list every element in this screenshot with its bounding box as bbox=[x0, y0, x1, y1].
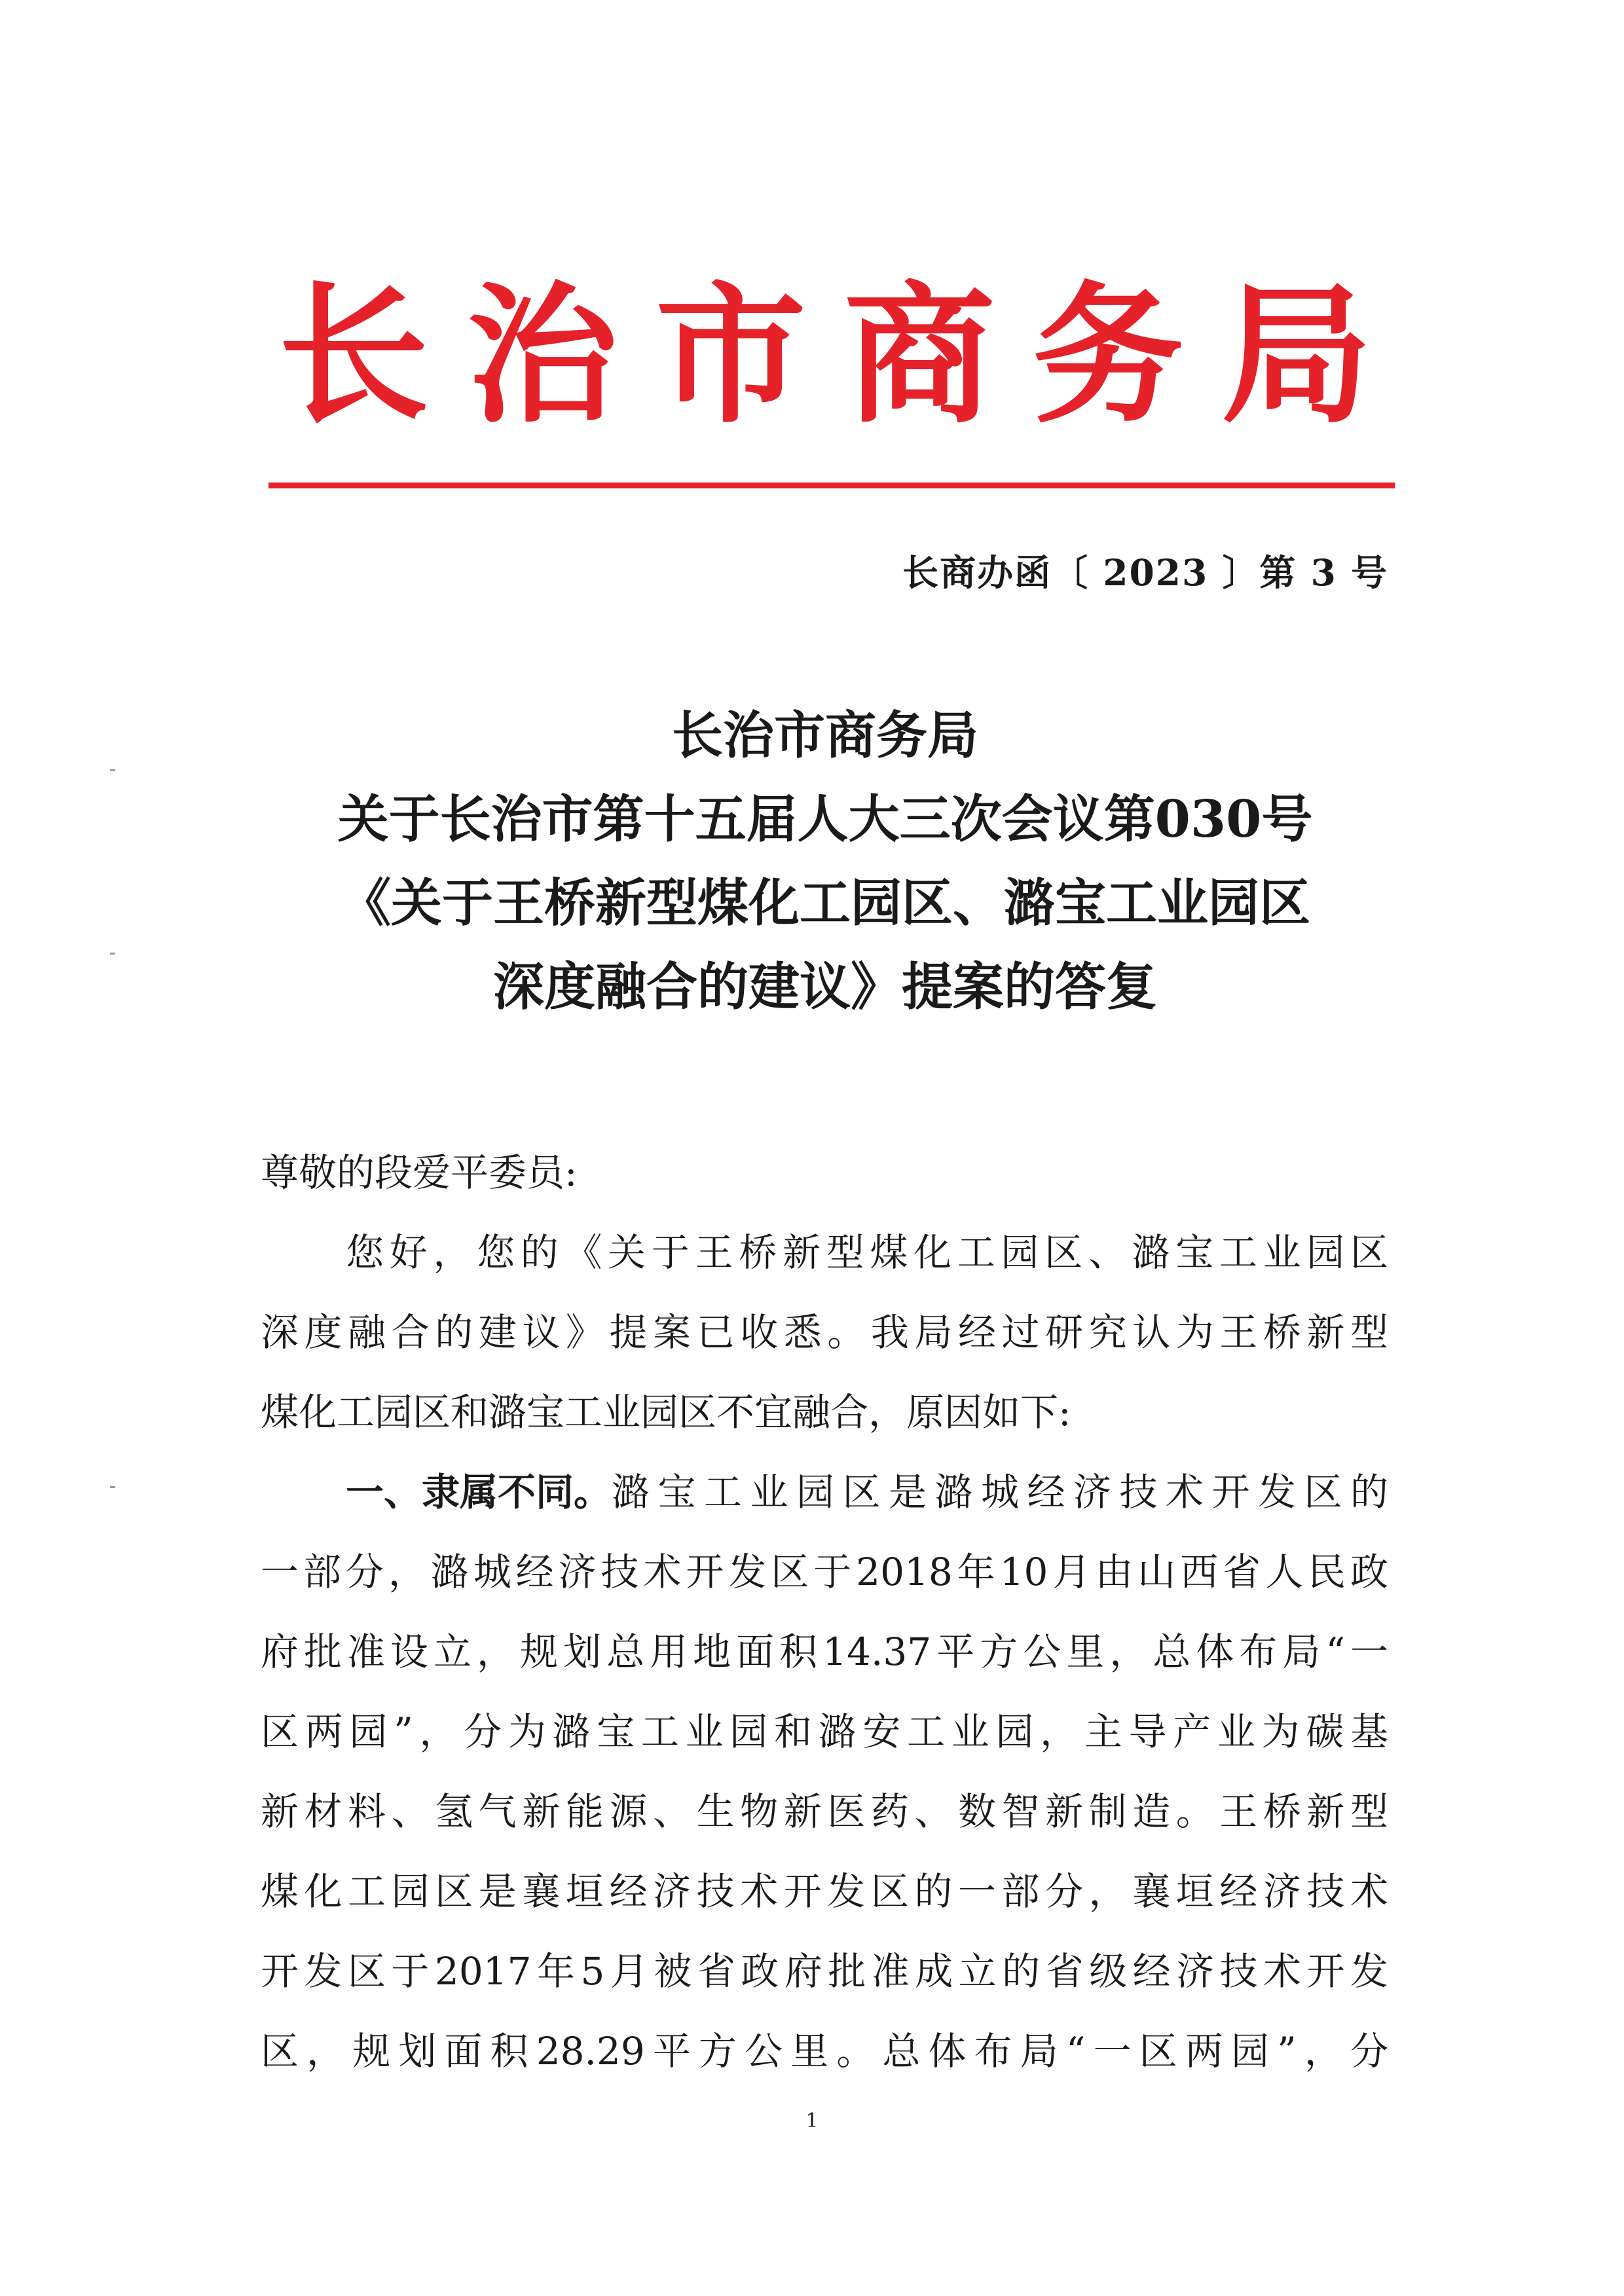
masthead-char: 治 bbox=[466, 269, 618, 444]
paragraph-line bbox=[261, 1212, 1388, 1292]
paragraph-line: 新材料、氢气新能源、生物新医药、数智新制造。王桥新型 bbox=[261, 1789, 1388, 1834]
document-body bbox=[261, 1133, 1388, 2091]
document-title bbox=[249, 694, 1401, 1029]
masthead-char: 长 bbox=[278, 269, 429, 444]
title-line: 《关于王桥新型煤化工园区、潞宝工业园区 bbox=[339, 873, 1310, 933]
paragraph-line: 开发区于2017年5月被省政府批准成立的省级经济技术开发 bbox=[261, 1949, 1388, 1994]
paragraph-line: 煤化工园区是襄垣经济技术开发区的一部分，襄垣经济技术 bbox=[261, 1869, 1388, 1914]
paragraph-text: 潞宝工业园区是潞城经济技术开发区的 bbox=[612, 1470, 1388, 1514]
masthead-title bbox=[268, 259, 1382, 455]
page-number: 1 bbox=[805, 2109, 819, 2132]
section-heading: 一、隶属不同。 bbox=[346, 1470, 612, 1514]
paragraph-text: 您好，您的《关于王桥新型煤化工园区、潞宝工业园区 bbox=[346, 1230, 1388, 1275]
paragraph-line: 煤化工园区和潞宝工业园区不宜融合，原因如下: bbox=[261, 1390, 1071, 1434]
masthead-char: 市 bbox=[655, 269, 806, 444]
title-line: 长治市商务局 bbox=[671, 706, 978, 765]
paragraph-line: 区，规划面积28.29平方公里。总体布局“一区两园”，分 bbox=[261, 2029, 1388, 2073]
red-divider-line bbox=[268, 483, 1395, 488]
document-number: 长商办函〔 2023 〕第 3 号 bbox=[902, 551, 1388, 594]
scan-speck bbox=[110, 953, 115, 955]
paragraph-line: 一部分，潞城经济技术开发区于2018年10月由山西省人民政 bbox=[261, 1550, 1388, 1594]
masthead-char: 局 bbox=[1221, 269, 1372, 444]
masthead-char: 商 bbox=[843, 269, 995, 444]
masthead-char: 务 bbox=[1032, 269, 1183, 444]
title-line: 深度融合的建议》提案的答复 bbox=[492, 957, 1157, 1017]
paragraph-line: 深度融合的建议》提案已收悉。我局经过研究认为王桥新型 bbox=[261, 1310, 1388, 1355]
scan-speck bbox=[110, 1486, 115, 1488]
title-line: 关于长治市第十五届人大三次会议第030号 bbox=[337, 790, 1313, 849]
scan-speck bbox=[110, 769, 115, 771]
indent bbox=[261, 1212, 346, 1292]
paragraph-line bbox=[261, 1452, 1388, 1532]
salutation: 尊敬的段爱平委员: bbox=[261, 1150, 578, 1195]
paragraph-line: 府批准设立，规划总用地面积14.37平方公里，总体布局“一 bbox=[261, 1630, 1388, 1674]
indent bbox=[261, 1452, 346, 1532]
paragraph-line: 区两园”，分为潞宝工业园和潞安工业园，主导产业为碳基 bbox=[261, 1709, 1388, 1754]
